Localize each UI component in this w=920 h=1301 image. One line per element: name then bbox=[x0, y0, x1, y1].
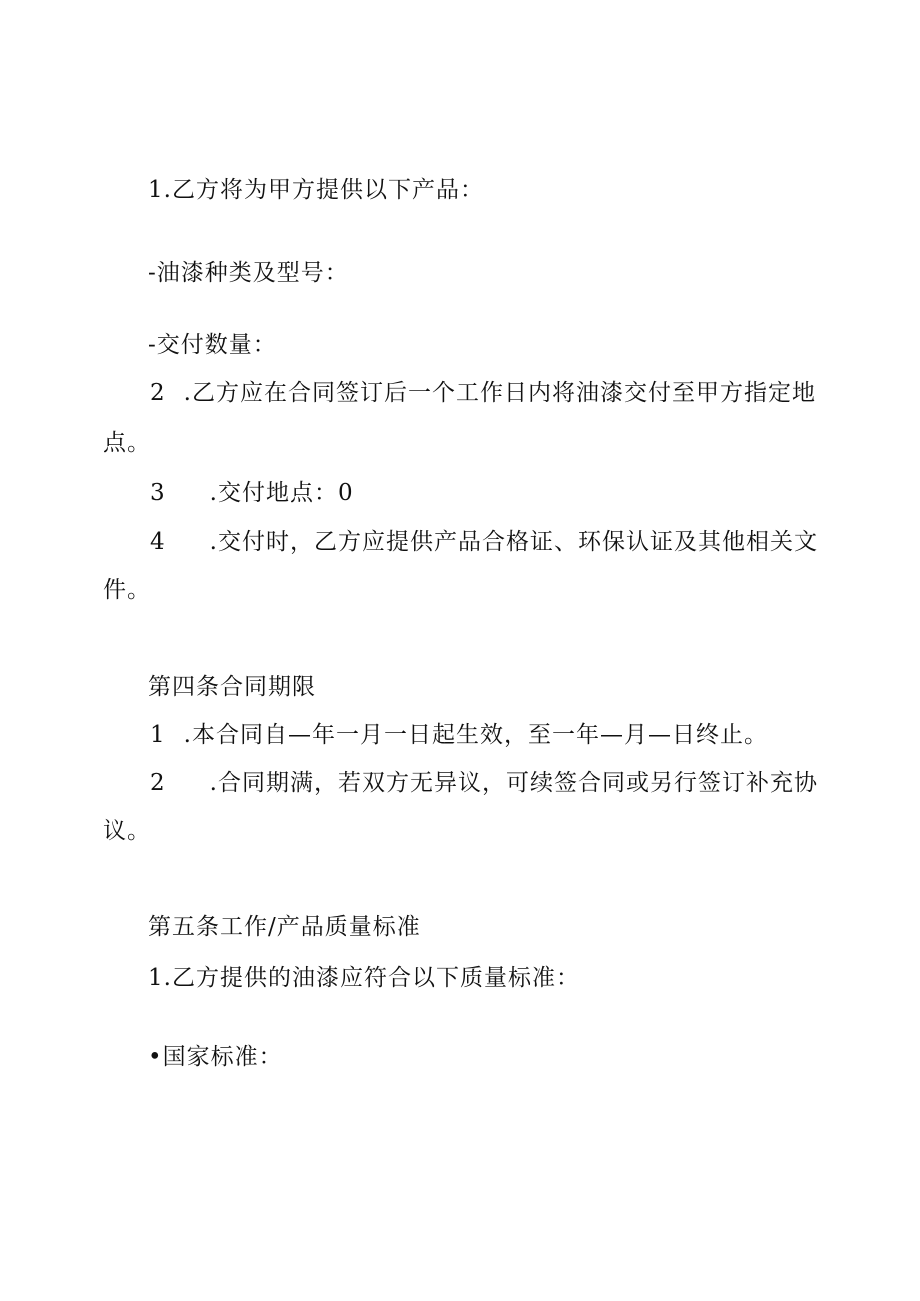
list-item bbox=[150, 527, 818, 557]
list-item bbox=[150, 720, 768, 750]
item-text: .乙方应在合同签订后一个工作日内将油漆交付至甲方指定地 bbox=[183, 380, 816, 406]
article-heading: 第五条工作/产品质量标准 bbox=[148, 914, 421, 940]
item-text: .交付时，乙方应提供产品合格证、环保认证及其他相关文 bbox=[209, 529, 818, 555]
item-text: 乙方将为甲方提供以下产品： bbox=[171, 177, 484, 203]
item-number: 4 bbox=[150, 529, 166, 555]
item-text: •国家标准： bbox=[148, 1044, 283, 1070]
item-text: 件。 bbox=[103, 577, 151, 603]
item-text: -交付数量： bbox=[148, 332, 277, 358]
item-text: 议。 bbox=[103, 818, 151, 844]
item-text: .合同期满，若双方无异议，可续签合同或另行签订补充协 bbox=[209, 770, 818, 796]
item-number: 1. bbox=[148, 177, 172, 203]
item-number: 2 bbox=[150, 770, 166, 796]
article-heading: 第四条合同期限 bbox=[148, 674, 316, 700]
item-text: -油漆种类及型号： bbox=[148, 260, 349, 286]
item-text: .交付地点：0 bbox=[209, 480, 354, 506]
item-number: 2 bbox=[150, 380, 166, 406]
item-text: .本合同自—年一月一日起生效，至一年—月—日终止。 bbox=[183, 722, 768, 748]
list-item-continuation bbox=[103, 428, 151, 458]
list-item bbox=[148, 330, 277, 360]
list-item bbox=[148, 175, 484, 205]
list-item bbox=[150, 768, 818, 798]
list-item bbox=[148, 963, 580, 993]
item-text: 乙方提供的油漆应符合以下质量标准： bbox=[171, 965, 580, 991]
item-text: 点。 bbox=[103, 430, 151, 456]
list-item bbox=[150, 478, 354, 508]
item-number: 1. bbox=[148, 965, 172, 991]
list-item bbox=[148, 1042, 283, 1072]
list-item-continuation bbox=[103, 816, 151, 846]
list-item bbox=[150, 378, 816, 408]
list-item-continuation bbox=[103, 575, 151, 605]
list-item bbox=[148, 258, 349, 288]
item-number: 3 bbox=[150, 480, 166, 506]
item-number: 1 bbox=[150, 722, 166, 748]
